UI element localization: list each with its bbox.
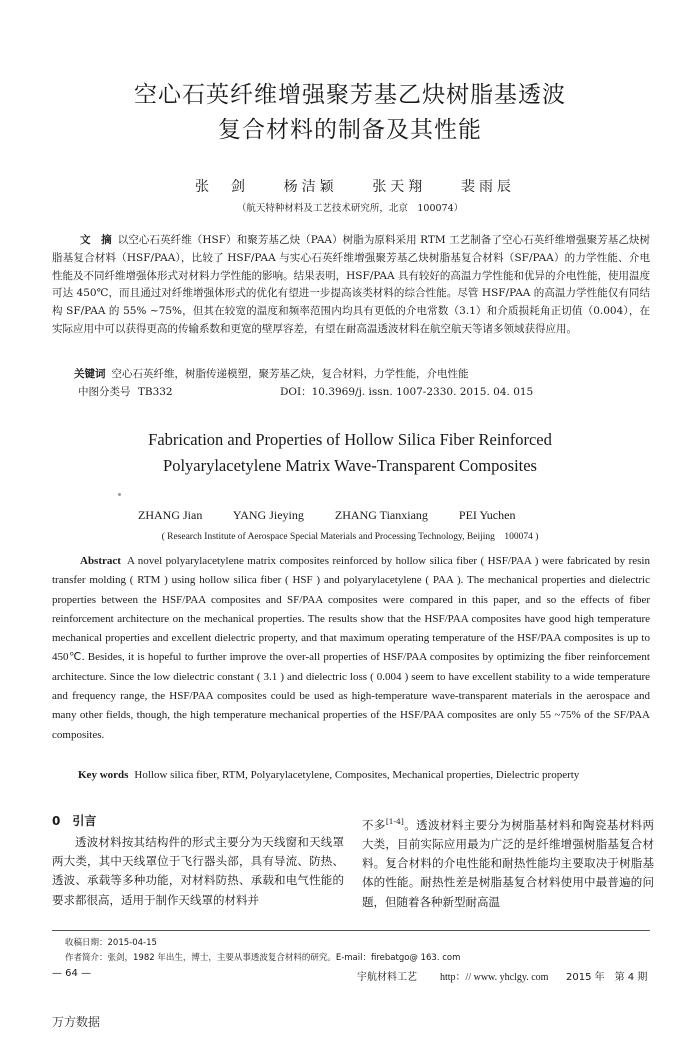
affiliation-cn: （航天特种材料及工艺技术研究所，北京 100074）	[236, 203, 464, 214]
abstract-cn-label: 文 摘	[80, 234, 112, 246]
footnote-received: 收稿日期：2015-04-15	[65, 938, 157, 948]
abstract-cn	[52, 232, 650, 339]
issue-info: 2015 年 第 4 期	[566, 972, 648, 983]
title-cn-line-2: 复合材料的制备及其性能	[218, 117, 482, 143]
author-cn: 张 剑	[195, 179, 249, 195]
author-en: ZHANG Jian	[138, 508, 203, 522]
author-cn: 杨洁颖	[283, 179, 338, 195]
title-cn-line-1: 空心石英纤维增强聚芳基乙炔树脂基透波	[134, 82, 566, 108]
footnote-rule	[52, 930, 650, 931]
journal-url: http：// www. yhclgy. com	[440, 972, 549, 983]
keywords-en-label: Key words	[78, 769, 129, 781]
body-right-column	[362, 812, 654, 912]
body-right-start: 不多	[362, 817, 386, 832]
classification-row	[78, 384, 533, 399]
body-right-rest: 。透波材料主要分为树脂基材料和陶瓷基材料两大类，目前实际应用最为广泛的是纤维增强树脂基复合材料。复合材料的介电性能和耐热性能均主要取决于树脂基体的性能。耐热性差是树脂基复合材料使用中最普遍的问题，但随着各种新型耐高温	[362, 817, 655, 909]
author-en: PEI Yuchen	[458, 508, 516, 522]
page-number: — 64 —	[52, 968, 92, 979]
watermark: 万方数据	[52, 1015, 101, 1029]
doi: DOI：10.3969/j. issn. 1007-2330. 2015. 04. 015	[279, 386, 534, 398]
author-cn: 张天翔	[372, 179, 427, 195]
decorative-dot	[118, 493, 121, 496]
keywords-en-text: Hollow silica fiber, RTM, Polyarylacetylene, Composites, Mechanical properties, Dielectric property	[134, 769, 580, 781]
author-cn: 裴雨辰	[460, 179, 515, 195]
affiliation-en: ( Research Institute of Aerospace Special Materials and Processing Technology, Beijing 100074 )	[161, 532, 539, 542]
journal-name: 宇航材料工艺	[357, 972, 417, 983]
classification-label: 中图分类号	[78, 386, 131, 398]
author-en: YANG Jieying	[232, 508, 304, 522]
author-en: ZHANG Tianxiang	[334, 508, 428, 522]
abstract-en-label: Abstract	[80, 555, 121, 567]
keywords-cn-text: 空心石英纤维，树脂传递模塑，聚芳基乙炔，复合材料，力学性能，介电性能	[111, 368, 469, 380]
keywords-en	[78, 769, 579, 781]
classification-code: TB332	[137, 386, 173, 398]
abstract-cn-text: 以空心石英纤维（HSF）和聚芳基乙炔（PAA）树脂为原料采用 RTM 工艺制备了空心石英纤维增强聚芳基乙炔树脂基复合材料（HSF/PAA），比较了 HSF/PAA 与实心石英纤维增强聚芳基乙炔树脂基复合材料（SF/PAA）的力学性能、介电性能及不同纤维增强体形式对材料力学性能的影响。结果表明，HSF/PAA 具有较好的高温力学性能和优异的介电性能，使用温度可达 450℃，而且通过对纤维增强体形式的优化有望进一步提高该类材料的综合性能。尽管 HSF/PAA 的高温力学性能仅有同结构 SF/PAA 的 55% ~75%，但其在较宽的温度和频率范围内均具有更低的介电常数（3.1）和介质损耗角正切值（0.004），在实际应用中可以获得更高的传输系数和更宽的壁厚容差，有望在耐高温透波材料在航空航天等诸多领域获得应用。	[52, 234, 650, 335]
footnote-author: 作者简介：张剑，1982 年出生，博士，主要从事透波复合材料的研究。E-mail：firebatgo@ 163. com	[65, 953, 461, 963]
abstract-en-text: A novel polyarylacetylene matrix composites reinforced by hollow silica fiber ( HSF/PAA ) were fabricated by resin transfer molding ( RTM ) using hollow silica fiber ( HSF ) and polyarylacetylene ( PAA ). The mechanical properties and dielectric properties between the HSF/PAA composites and SF/PAA composites were compared in this paper, and so the effects of fiber reinforcement architecture on the mechanical properties. The results show that the HSF/PAA composites have good high temperature mechanical properties and excellent dielectric property, and that maximum operating temperature of the HSF/PAA composites is up to 450℃. Besides, it is hopeful to further improve the over-all properties of HSF/PAA composites by optimizing the fiber reinforcement architecture. Since the low dielectric constant ( 3.1 ) and dielectric loss ( 0.004 ) seem to have excellent stability to a wide temperature and frequency range, the HSF/PAA composites could be used as high-temperature wave-transparent materials in the aerospace and many other fields, though, the high temperature mechanical properties of the HSF/PAA composites are only 55 ~75% of the SF/PAA composites.	[52, 555, 650, 741]
authors-cn	[195, 176, 515, 196]
title-en-line-1: Fabrication and Properties of Hollow Silica Fiber Reinforced	[148, 430, 552, 449]
citation: [1-4]	[385, 817, 404, 826]
keywords-cn-label: 关键词	[74, 368, 106, 380]
title-en-line-2: Polyarylacetylene Matrix Wave-Transparent Composites	[163, 456, 537, 475]
authors-en	[138, 508, 543, 523]
body-left-column: 透波材料按其结构件的形式主要分为天线窗和天线罩两大类，其中天线罩位于飞行器头部，具有导流、防热、透波、承载等多种功能，对材料防热、承载和电气性能的要求都很高，适用于制作天线罩的材料并	[52, 835, 344, 907]
keywords-cn	[74, 366, 469, 381]
abstract-en	[52, 552, 650, 745]
section-heading: 0 引言	[52, 814, 97, 828]
